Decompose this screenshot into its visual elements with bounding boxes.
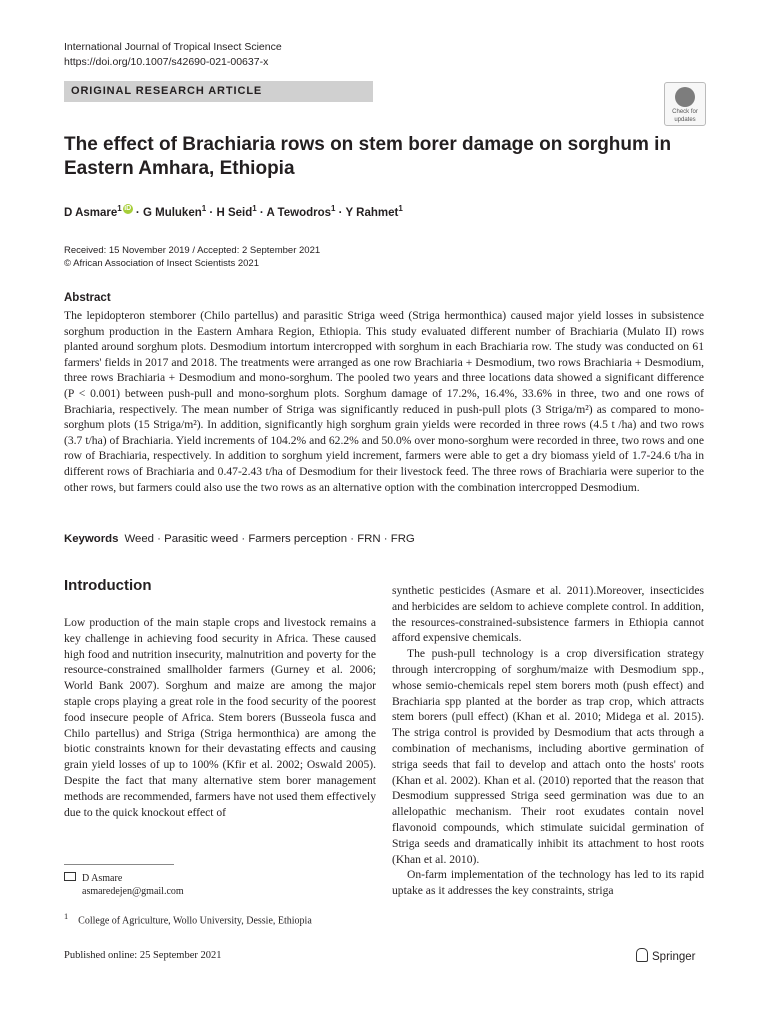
right-column [392,583,704,899]
publisher-logo [636,948,695,963]
left-column [64,615,376,820]
body-paragraph: Low production of the main staple crops and livestock remains a key challenge in achieving food security in Africa. These caused high food and nutrition insecurity, malnutrition and poverty for the resource-constrained smallholder farmers (Gurney et al. 2006; World Bank 2007). Sorghum and maize are among the major staple crops playing a great role in the food security of the poorest food insecure people of Africa. Stem borers (Busseola fusca and Chilo partellus) and Striga (Striga hermonthica) are among the biotic constraints known for their devastating effects and causing grain yield losses of up to 100% (Kfir et al. 2002; Oswald 2005). Despite the fact that many alternative stem borer management methods are recommended, farmers have not used them effectively due to the quick knockout effect of [64,616,376,819]
copyright-line: © African Association of Insect Scientists 2021 [64,258,259,269]
check-updates-text-1: Check for [672,109,698,115]
author-name: H Seid [216,206,253,219]
introduction-heading: Introduction [64,577,152,594]
article-dates [64,244,320,270]
check-updates-text-2: updates [674,117,696,123]
footnote-divider [64,864,174,865]
keywords [64,533,415,545]
author-name: D Asmare [64,206,118,219]
orcid-icon[interactable]: iD [124,205,132,212]
body-paragraph: On-farm implementation of the technology has led to its rapid uptake as it addresses the key constraints, striga [392,868,704,898]
abstract-text: The lepidopteron stemborer (Chilo partellus) and parasitic Striga weed (Striga hermonthica) caused major yield losses in subsistence sorghum production in the Eastern Amhara Region, Ethiopia. This study evaluated different number of Brachiaria (Mulato II) rows planted around sorghum plots. Desmodium intortum intercropped with sorghum in each Brachiaria row. The study was conducted on 61 farmers' fields in 2017 and 2018. The treatments were arranged as one row Brachiaria + Desmodium, two rows Brachiaria + Desmodium, three rows Brachiaria + Desmodium and mono-sorghum. The pooled two years and three locations data showed a significant difference (P < 0.001) between push-pull and mono-sorghum plots. Sorghum damage of 17.2%, 16.4%, 33.6% in three, two and one rows of Brachiaria, respectively. The mean number of Striga was significantly reduced in push-pull plots (3 Striga/m²) as compared to mono-sorghum plots (15 Striga/m²). In addition, significantly high sorghum grain yields were recorded in three rows (4.5 t /ha) and two rows (3.7 t/ha) of Brachiaria. Yield increments of 104.2% and 62.2% and 50.0% over mono-sorghum were recorded in three, two rows and one row of Brachiaria, respectively. In addition to sorghum yield increment, farmers were able to get a dry biomass yield of 1.7-24.6 t/ha in different rows of Brachiaria and 0.47-2.43 t/ha of Desmodium for their livestock feed. The three rows of Brachiaria were superior to the other rows, but farmers could also use the two rows as an alternative option with the combination intercropped Desmodium. [64,309,704,494]
check-for-updates-button[interactable] [664,82,706,126]
author-affiliation: 1 [398,204,403,213]
springer-horse-icon [636,948,648,962]
check-updates-icon [675,87,695,107]
publisher-name: Springer [652,951,696,963]
published-date: Published online: 25 September 2021 [64,950,222,961]
body-paragraph: synthetic pesticides (Asmare et al. 2011).Moreover, insecticides and herbicides are seldom to achieve complete control. In addition, the resources-constrained-subsistence farmers in Ethiopia cannot afford expensive chemicals. [392,584,704,645]
author-email[interactable]: asmaredejen@gmail.com [82,886,184,897]
author-name: Y Rahmet [345,206,399,219]
doi-link[interactable]: https://doi.org/10.1007/s42690-021-00637-x [64,56,269,68]
article-title: The effect of Brachiaria rows on stem borer damage on sorghum in Eastern Amhara, Ethiopia [64,134,672,179]
keywords-label: Keywords [64,533,119,545]
author-affiliation: 1 [201,204,207,213]
author-list: D Asmare$^1$ iD · G Muluken$^1$ · H Seid$^1$ · A Tewodros$^1$ · Y Rahmet$^1$ [64,204,403,219]
affiliation-footnote [64,912,312,926]
corresponding-author [64,872,122,886]
author-name: A Tewodros [266,206,332,219]
envelope-icon [64,872,76,881]
article-type-badge: ORIGINAL RESEARCH ARTICLE [64,81,373,102]
received-accepted-dates: Received: 15 November 2019 / Accepted: 2 September 2021 [64,245,321,256]
author-name: G Muluken [142,206,202,219]
author-affiliation: 1 [117,204,122,213]
affiliation-number: 1 [64,912,69,921]
corresponding-author-name: D Asmare [82,873,123,884]
body-paragraph: The push-pull technology is a crop diversification strategy through intercropping of sorghum/maize with Desmodium spp., whose semio-chemicals repel stem borers moth (push effect) and Brachiaria spp planted at the border as trap crop, which attracts stem borers (pull effect) (Khan et al. 2010; Midega et al. 2015). The striga control is provided by Desmodium that acts through a combination of mechanisms, including abortive germination of striga seeds that fail to develop and attach onto the hosts' roots (Khan et al. 2002). Khan et al. (2010) reported that the reason that Desmodium suppressed Striga seed germination was due to an allelopathic mechanism. Their root exudates contain novel flavonoid compounds, which stimulate suicidal germination of Striga seeds and dramatically inhibit its attachment to host roots (Khan et al. 2010). [392,647,704,866]
author-affiliation: 1 [252,204,257,213]
author-affiliation: 1 [331,204,336,213]
journal-header [64,40,282,70]
journal-name: International Journal of Tropical Insect Science [64,41,282,53]
affiliation-text: College of Agriculture, Wollo University, Dessie, Ethiopia [78,915,312,927]
keywords-list: Weed · Parasitic weed · Farmers perception · FRN · FRG [124,533,415,545]
abstract-heading: Abstract [64,292,111,304]
